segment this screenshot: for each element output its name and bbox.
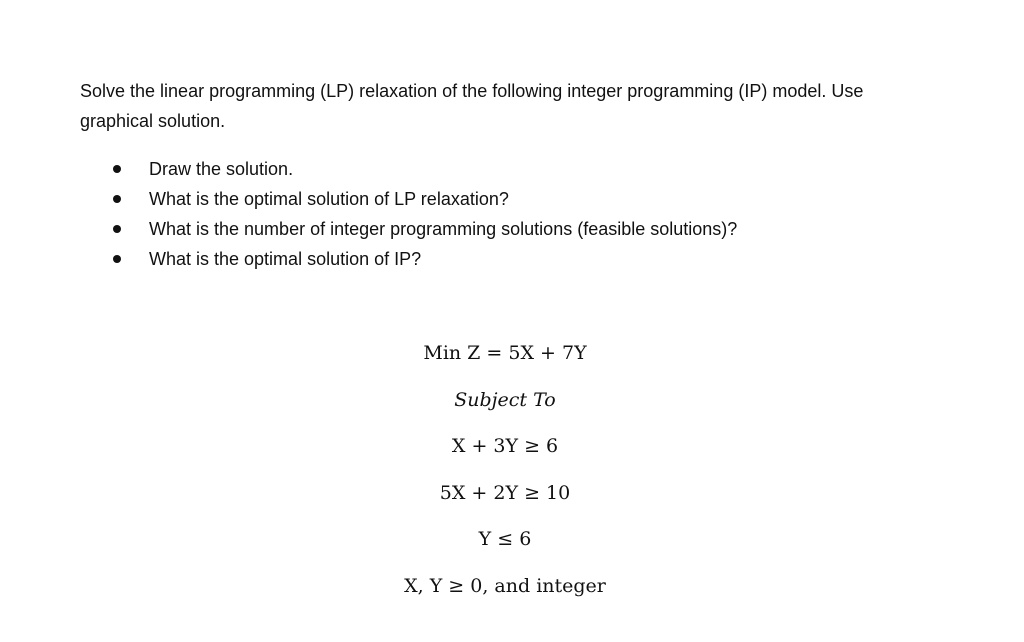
question-text: What is the optimal solution of IP? <box>149 249 422 269</box>
problem-statement <box>80 76 940 136</box>
bullet-icon <box>113 255 121 263</box>
question-text: What is the optimal solution of LP relaxation? <box>149 189 509 209</box>
problem-statement-line-2: graphical solution. <box>80 111 226 131</box>
question-item-ip-count <box>113 214 737 244</box>
question-item-ip-optimal <box>113 244 737 274</box>
ip-model <box>305 338 705 617</box>
constraint-nonnegativity-integer: X, Y ≥ 0, and integer <box>404 574 606 597</box>
problem-statement-line-1: Solve the linear programming (LP) relaxation of the following integer programming (IP) model. Use <box>80 81 864 101</box>
bullet-icon <box>113 165 121 173</box>
constraint-3: Y ≤ 6 <box>478 528 532 550</box>
bullet-icon <box>113 195 121 203</box>
question-text: What is the number of integer programming solutions (feasible solutions)? <box>149 219 738 239</box>
question-item-lp-optimal <box>113 184 737 214</box>
constraint-2: 5X + 2Y ≥ 10 <box>439 481 571 504</box>
bullet-icon <box>113 225 121 233</box>
question-item-draw <box>113 154 737 184</box>
question-list <box>113 154 737 274</box>
objective-function: Min Z = 5X + 7Y <box>423 342 587 364</box>
subject-to-label: Subject To <box>454 388 556 411</box>
question-text: Draw the solution. <box>149 159 294 179</box>
constraint-1: X + 3Y ≥ 6 <box>451 435 559 457</box>
